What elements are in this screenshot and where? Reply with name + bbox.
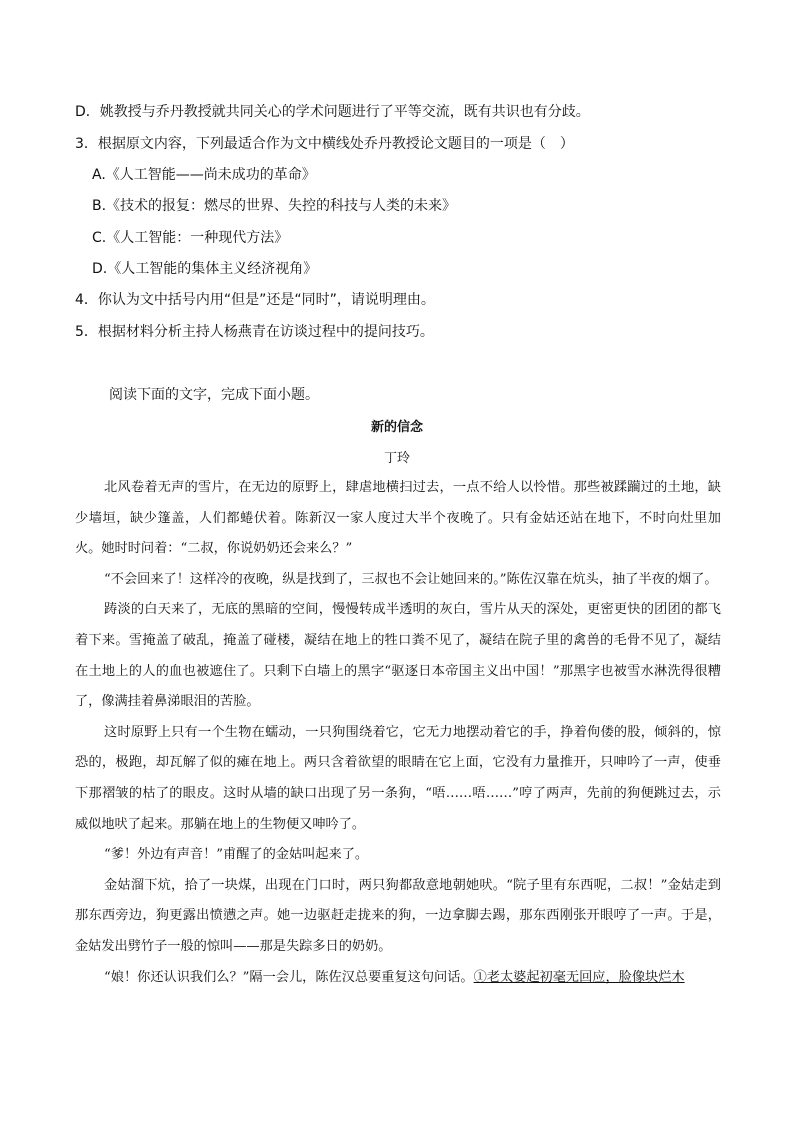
underlined-marked-sentence: ①老太婆起初毫无回应，脸像块烂木 xyxy=(473,969,685,985)
question-4: 4．你认为文中括号内用“但是”还是“同时”，请说明理由。 xyxy=(75,292,435,308)
question-3: 3．根据原文内容，下列最适合作为文中横线处乔丹教授论文题目的一项是（ ） xyxy=(75,136,574,152)
paragraph-text: “娘！你还认识我们么？”隔一会儿，陈佐汉总要重复这句问话。 xyxy=(104,969,474,985)
story-paragraph: “爹！外边有声音！”甫醒了的金姑叫起来了。 xyxy=(104,847,369,863)
story-paragraph: 金姑溜下炕，拾了一块煤，出现在门口时，两只狗都敌意地朝她吠。“院子里有东西呢，二叔！”金姑走到那东西旁边，狗更露出愤懑之声。她一边驱赶走拢来的狗，一边拿脚去踢，那东西刚张开眼哼了一声。于是，金姑发出劈竹子一般的惊叫——那是失踪多日的奶奶。 xyxy=(75,877,721,954)
question-3-option-c: C.《人工智能：一种现代方法》 xyxy=(92,230,289,246)
story-paragraph: 踌淡的白天来了，无底的黑暗的空间，慢慢转成半透明的灰白，雪片从天的深处，更密更快的团团的都飞着下来。雪掩盖了破乱，掩盖了碰楼，凝结在地上的牲口粪不见了，凝结在院子里的禽兽的毛骨不见了，凝结在土地上的人的血也被遮住了。只剩下白墙上的黑字“驱逐日本帝国主义出中国！”那黑字也被雪水淋洗得很糟了，像满挂着鼻涕眼泪的苦脸。 xyxy=(75,602,721,710)
story-body xyxy=(75,473,721,993)
story-paragraph: “不会回来了！这样冷的夜晚，纵是找到了，三叔也不会让她回来的。”陈佐汉靠在炕头，抽了半夜的烟了。 xyxy=(104,571,718,587)
question-3-option-a: A.《人工智能——尚未成功的革命》 xyxy=(92,167,316,183)
story-paragraph: 这时原野上只有一个生物在蠕动，一只狗围绕着它，它无力地摆动着它的手，挣着佝偻的股，倾斜的，惊恐的，极跑，却瓦解了似的瘫在地上。两只含着欲望的眼睛在它上面，它没有力量推开，只呻吟了一声，使垂下那褶皱的枯了的眼皮。这时从墙的缺口出现了另一条狗，“唔……唔……”哼了两声，先前的狗便跳过去，示威似地吠了起来。那躺在地上的生物便又呻吟了。 xyxy=(75,724,721,832)
question-5: 5．根据材料分析主持人杨燕青在访谈过程中的提问技巧。 xyxy=(75,324,434,340)
question-3-option-d: D.《人工智能的集体主义经济视角》 xyxy=(92,261,318,277)
story-title: 新的信念 xyxy=(370,420,423,435)
story-paragraph: 北风卷着无声的雪片，在无边的原野上，肆虐地横扫过去，一点不给人以怜惜。那些被蹂躏过的土地，缺少墙垣，缺少篷盖，人们都蜷伏着。陈新汉一家人度过大半个夜晚了。只有金姑还站在地下，不时向灶里加火。她时时问着：“二叔，你说奶奶还会来么？” xyxy=(75,480,721,557)
reading-intro: 阅读下面的文字，完成下面小题。 xyxy=(109,387,319,403)
question-2-option-d: D．姚教授与乔丹教授就共同关心的学术问题进行了平等交流，既有共识也有分歧。 xyxy=(75,104,590,120)
story-paragraph xyxy=(75,963,721,994)
story-author: 丁玲 xyxy=(383,451,410,466)
question-3-option-b: B.《技术的报复：燃尽的世界、失控的科技与人类的未来》 xyxy=(92,198,457,214)
